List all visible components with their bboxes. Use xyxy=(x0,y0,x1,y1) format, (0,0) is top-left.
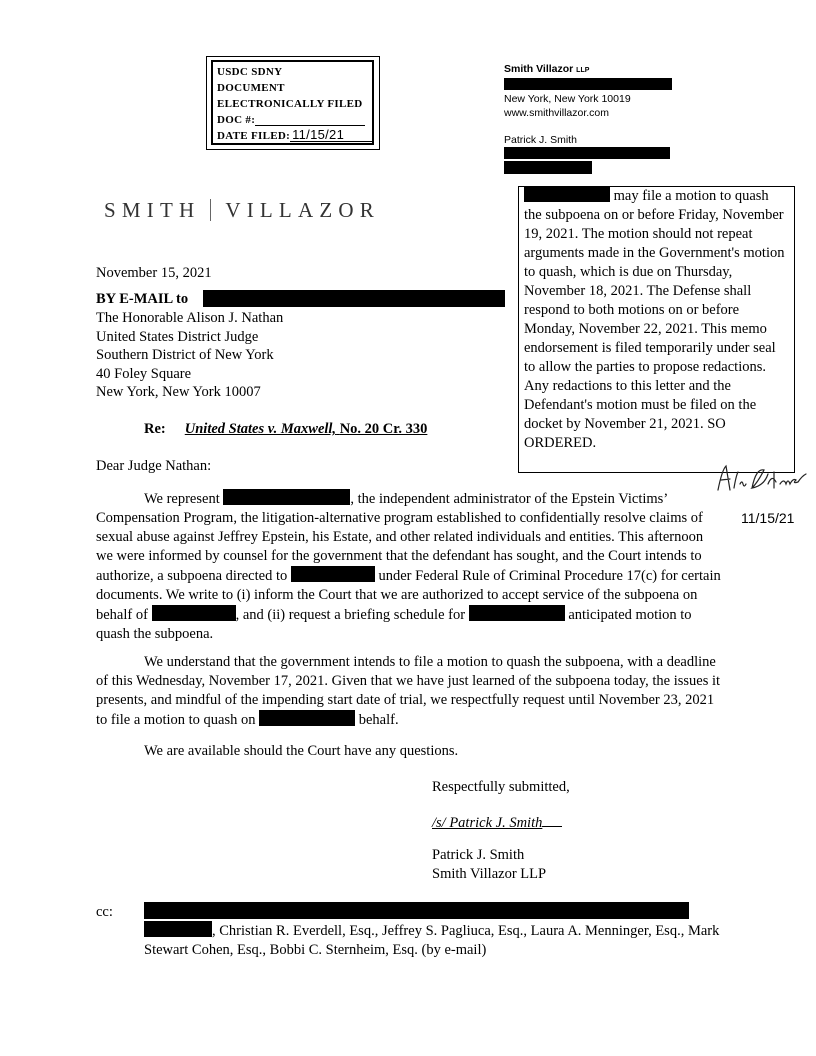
p1-b: , the independent administrator of the Epstein Victims’ Compensation Program, the litigation-alternative program established to confidentially resolve claims of sexual abuse against Jeffrey Epstein, his Estate, and other related individuals and entities. This afternoon we were informed by counsel for the government that the defendant has sought, and the Court intends to authorize, a subpoena directed to xyxy=(96,491,704,584)
p1-c: under Federal Rule of Criminal Procedure 17(c) for certain documents. We write to (i) inform the Court that we are authorized to accept service of the subpoena on behalf of xyxy=(96,568,721,623)
firm-city: New York, New York 10019 xyxy=(504,93,631,105)
e-signature-text: /s/ Patrick J. Smith xyxy=(432,815,543,831)
redaction-client-3 xyxy=(152,605,236,621)
re-number: No. 20 Cr. 330 xyxy=(339,421,428,437)
logo-divider xyxy=(210,199,211,221)
redaction-client-5 xyxy=(259,710,355,726)
recipient-line-5: New York, New York 10007 xyxy=(96,384,261,400)
stamp-date-value: 11/15/21 xyxy=(290,128,374,142)
p2-b: behalf. xyxy=(358,712,399,728)
redaction-address xyxy=(504,78,672,90)
cc-text: , Christian R. Everdell, Esq., Jeffrey S. Pagliuca, Esq., Laura A. Menninger, Esq., Mark Stewart Cohen, Esq., Bobbi C. Sternheim, Esq. (by e-mail) xyxy=(144,923,720,958)
stamp-date-label: DATE FILED: xyxy=(217,130,291,142)
stamp-doc-number xyxy=(217,112,372,128)
stamp-document: DOCUMENT xyxy=(217,82,285,94)
salutation: Dear Judge Nathan: xyxy=(96,458,212,474)
signer-firm: Smith Villazor LLP xyxy=(432,866,547,882)
re-label: Re: xyxy=(144,421,166,437)
p2-a: We understand that the government intends to file a motion to quash the subpoena, with a deadline of this Wednesday, November 17, 2021. Given that we have just learned of the subpoena today, the issues it presents, and mindful of the impending start date of trial, we respectfully request until November 23, 2021 to file a motion to quash on xyxy=(96,654,721,728)
cc-label: cc: xyxy=(96,904,113,920)
closing: Respectfully submitted, xyxy=(432,779,570,795)
filing-stamp xyxy=(206,56,380,150)
recipient-line-3: Southern District of New York xyxy=(96,347,274,363)
re-line xyxy=(144,420,427,439)
paragraph-3: We are available should the Court have any questions. xyxy=(144,743,459,759)
cc-list xyxy=(144,921,724,960)
judge-signature xyxy=(712,462,812,498)
memo-endorsement xyxy=(518,186,795,473)
firm-llp: LLP xyxy=(576,67,590,74)
paragraph-2 xyxy=(96,653,722,730)
firm-name xyxy=(504,62,589,78)
firm-logo xyxy=(104,198,380,223)
paragraph-1 xyxy=(96,489,722,644)
p1-d: , and (ii) request a briefing schedule for xyxy=(235,607,466,623)
redaction-cc-2 xyxy=(144,921,212,937)
stamp-court: USDC SDNY xyxy=(217,66,283,78)
p1-e: anticipated motion to quash the subpoena. xyxy=(96,607,692,642)
stamp-date-filed xyxy=(217,128,372,144)
recipient-line-1: The Honorable Alison J. Nathan xyxy=(96,310,284,326)
endorsement-text: may file a motion to quash the subpoena on or before Friday, November 19, 2021. The motion should not repeat arguments made in the Government's motion to quash, which is due on Thursday, November 18, 2021. The Defense shall respond to both motions on or before Monday, November 22, 2021. This memo endorsement is filed temporarily under seal to allow the parties to propose redactions. Any redactions to this letter and the Defendant's motion must be filed on the docket by November 21, 2021. SO ORDERED. xyxy=(524,188,785,451)
redaction-email xyxy=(203,290,505,307)
stamp-electronic: ELECTRONICALLY FILED xyxy=(217,98,363,110)
re-case: United States v. Maxwell, xyxy=(184,421,337,437)
redaction-client-4 xyxy=(469,605,565,621)
logo-smith: SMITH xyxy=(104,198,201,222)
stamp-doc-label: DOC #: xyxy=(217,114,256,126)
p1-a: We represent xyxy=(144,491,220,507)
firm-website: www.smithvillazor.com xyxy=(504,107,610,119)
endorsement-date: 11/15/21 xyxy=(741,510,795,526)
recipient-line-2: United States District Judge xyxy=(96,329,259,345)
logo-villazor: VILLAZOR xyxy=(225,198,380,222)
letter-date: November 15, 2021 xyxy=(96,265,212,281)
recipient-line-4: 40 Foley Square xyxy=(96,366,192,382)
redaction-endorsement xyxy=(524,187,610,202)
redaction-contact-2 xyxy=(504,161,592,174)
redaction-client-1 xyxy=(223,489,350,505)
delivery-method: BY E-MAIL to xyxy=(96,291,189,307)
signer-name: Patrick J. Smith xyxy=(432,847,525,863)
redaction-client-2 xyxy=(291,566,375,582)
e-signature xyxy=(432,812,562,833)
redaction-contact-1 xyxy=(504,147,670,159)
firm-name-text: Smith Villazor xyxy=(504,63,574,75)
redaction-cc xyxy=(144,902,689,919)
firm-attorney: Patrick J. Smith xyxy=(504,134,577,146)
